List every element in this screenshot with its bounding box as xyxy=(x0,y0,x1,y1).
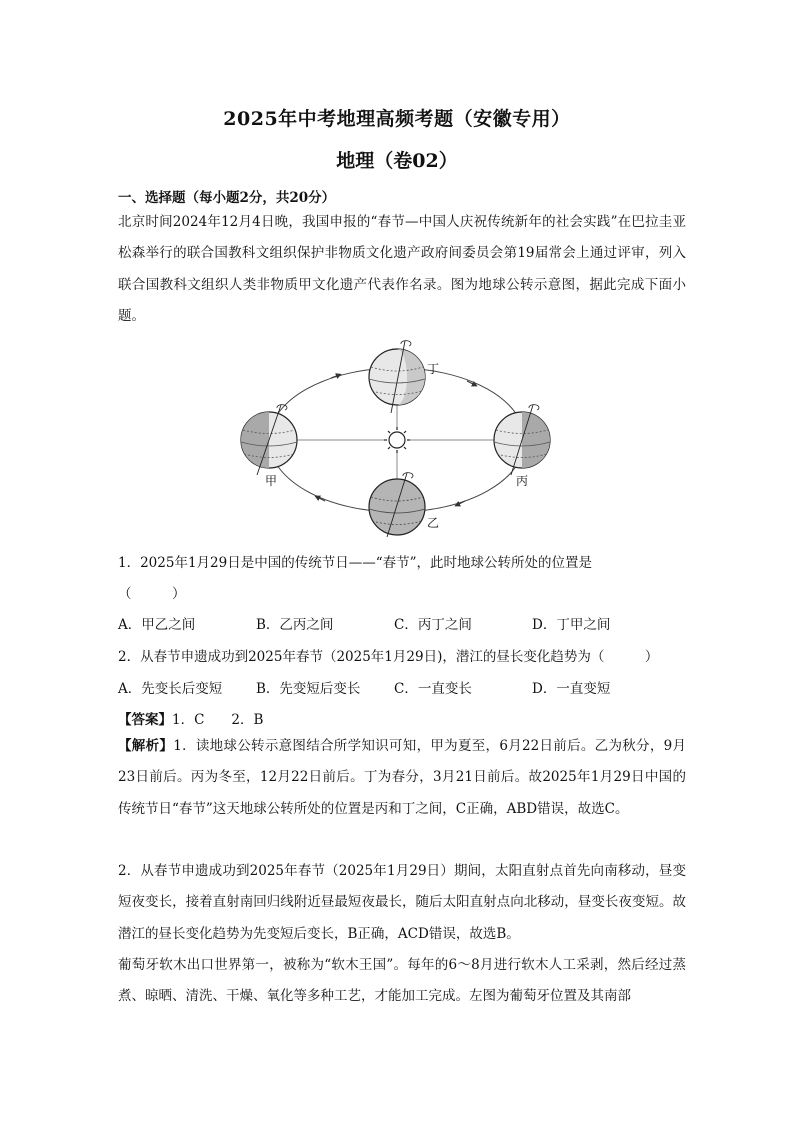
analysis-paragraph-1 xyxy=(118,731,686,825)
page-title: 2025年中考地理高频考题（安徽专用） xyxy=(223,108,571,130)
earth-revolution-diagram xyxy=(235,335,560,540)
label-ding: 丁 xyxy=(427,362,440,376)
q2-option-b: B．先变短后变长 xyxy=(256,681,361,697)
q1-option-c: C．丙丁之间 xyxy=(394,617,472,633)
earth-jia-globe-icon xyxy=(241,405,297,475)
page-subtitle: 地理（卷02） xyxy=(336,150,458,172)
answer-line xyxy=(118,708,263,728)
analysis-text-1: 1．读地球公转示意图结合所学知识可知，甲为夏至，6月22日前后。乙为秋分，9月23日前后。丙为冬至，12月22日前后。丁为春分，3月21日前后。故2025年1月29日中国的传统节日“春节”这天地球公转所处的位置是丙和丁之间，C正确，ABD错误，故选C。 xyxy=(118,738,687,817)
earth-bing-globe-icon xyxy=(494,405,550,475)
sun-icon xyxy=(384,427,410,453)
answer-text: 1．C 2．B xyxy=(172,712,264,728)
q2-option-d: D．一直变短 xyxy=(532,681,611,697)
question-2-options xyxy=(118,677,688,697)
question-1-paren: （ ） xyxy=(118,586,186,602)
orbit-arrow-top-left xyxy=(331,375,339,378)
q1-option-a: A．甲乙之间 xyxy=(118,617,196,633)
earth-yi-globe-icon xyxy=(369,473,425,537)
label-jia: 甲 xyxy=(265,474,278,488)
q2-option-c: C．一直变长 xyxy=(394,681,472,697)
q1-option-d: D．丁甲之间 xyxy=(532,617,611,633)
analysis-paragraph-2: 2．从春节申遗成功到2025年春节（2025年1月29日）期间，太阳直射点首先向南移动，昼变短夜变长，接着直射南回归线附近昼最短夜最长，随后太阳直射点向北移动，昼变长夜变短。故潜江的昼长变化趋势为先变短后变长，B正确，ACD错误，故选B。 xyxy=(118,863,686,942)
question-1-options xyxy=(118,613,688,633)
section-heading: 一、选择题（每小题2分，共20分） xyxy=(118,190,336,206)
earth-ding-globe-icon xyxy=(369,341,425,413)
intro-paragraph: 北京时间2024年12月4日晚，我国申报的“春节—中国人庆祝传统新年的社会实践”在巴拉圭亚松森举行的联合国教科文组织保护非物质文化遗产政府间委员会第19届常会上通过评审，列入联合国教科文组织人类非物质甲文化遗产代表作名录。图为地球公转示意图，据此完成下面小题。 xyxy=(118,214,686,324)
label-bing: 丙 xyxy=(516,474,529,488)
question-1-stem: 1．2025年1月29日是中国的传统节日——“春节”，此时地球公转所处的位置是 xyxy=(118,555,593,571)
analysis-label: 【解析】 xyxy=(118,738,174,754)
q2-option-a: A．先变长后变短 xyxy=(118,681,223,697)
next-intro-paragraph: 葡萄牙软木出口世界第一，被称为“软木王国”。每年的6～8月进行软木人工采剥，然后经过蒸煮、晾晒、清洗、干燥、氧化等多种工艺，才能加工完成。左图为葡萄牙位置及其南部 xyxy=(118,957,686,1005)
label-yi: 乙 xyxy=(427,516,440,530)
q1-option-b: B．乙丙之间 xyxy=(256,617,334,633)
answer-label: 【答案】 xyxy=(118,712,172,728)
question-2-stem: 2．从春节申遗成功到2025年春节（2025年1月29日)，潜江的昼长变化趋势为（ ） xyxy=(118,649,659,665)
